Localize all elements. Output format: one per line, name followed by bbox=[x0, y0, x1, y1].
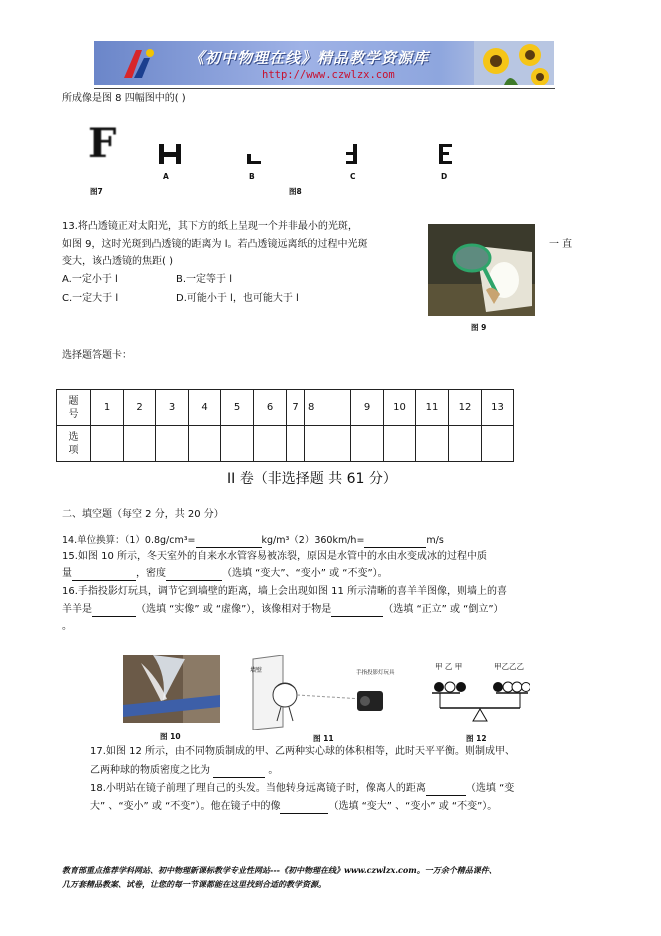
answer-cell[interactable] bbox=[305, 426, 351, 462]
site-title: 《初中物理在线》精品教学资源库 bbox=[189, 49, 430, 67]
q18-line1: 18.小明站在镜子前理了理自己的头发。当他转身远离镜子时，像离人的距离 （选填 “变 bbox=[90, 783, 515, 794]
fig8-label-c: C bbox=[350, 172, 356, 181]
q17-line1: 17.如图 12 所示，由不同物质制成的甲、乙两种实心球的体积相等，此时天平平衡。则制成甲、 bbox=[90, 746, 515, 757]
q16-blank-2[interactable] bbox=[331, 606, 383, 617]
fig8-caption: 图8 bbox=[289, 187, 302, 196]
q15-blank-1[interactable] bbox=[72, 570, 136, 581]
answer-cell[interactable] bbox=[189, 426, 221, 462]
q18-blank-2[interactable] bbox=[280, 803, 328, 814]
q13-option-d: D.可能小于 l，也可能大于 l bbox=[176, 293, 299, 304]
fig11-caption: 图 11 bbox=[313, 734, 334, 743]
header-banner bbox=[94, 41, 554, 85]
row-header-number: 题 号 bbox=[57, 390, 91, 426]
q14-blank-2[interactable] bbox=[364, 537, 426, 548]
fig9-photo bbox=[428, 224, 535, 316]
part2-title: II 卷（非选择题 共 61 分） bbox=[227, 471, 397, 487]
question-number-cell: 12 bbox=[449, 390, 482, 426]
question-number-cell: 7 bbox=[287, 390, 305, 426]
site-logo bbox=[120, 44, 158, 82]
q13-option-b: B.一定等于 l bbox=[176, 274, 232, 285]
fig11-toy-label: 手指投影灯玩具 bbox=[356, 670, 395, 676]
footer-line1: 教育部重点推荐学科网站、初中物理新课标教学专业性网站---《初中物理在线》www.czwlzx.com。一万余个精品课件、 bbox=[62, 865, 497, 875]
question-number-cell: 1 bbox=[91, 390, 124, 426]
fig12-caption: 图 12 bbox=[466, 734, 487, 743]
answer-card-title: 选择题答题卡： bbox=[62, 350, 132, 361]
answer-cell[interactable] bbox=[124, 426, 156, 462]
fig10-photo bbox=[123, 655, 220, 723]
fig8-label-b: B bbox=[249, 172, 255, 181]
q13-option-a: A.一定小于 l bbox=[62, 274, 118, 285]
fig7-letter: F bbox=[88, 120, 117, 167]
answer-cell[interactable] bbox=[449, 426, 482, 462]
q16-line1: 16.手指投影灯玩具，调节它到墙壁的距离，墙上会出现如图 11 所示清晰的喜羊羊图像，则墙上的喜 bbox=[62, 586, 507, 597]
header-rule bbox=[94, 88, 555, 89]
q18-blank-1[interactable] bbox=[426, 785, 466, 796]
section-fill-in: 二、填空题（每空 2 分，共 20 分） bbox=[62, 509, 224, 520]
fig11-wall-label: 墙壁 bbox=[250, 667, 263, 674]
answer-cell[interactable] bbox=[416, 426, 449, 462]
fig12-left-labels: 甲 乙 甲 bbox=[435, 662, 463, 671]
q13-line2-tail: 一 直 bbox=[549, 239, 573, 250]
row-header-answer: 选 项 bbox=[57, 426, 91, 462]
question-number-cell: 9 bbox=[351, 390, 384, 426]
fig8-label-a: A bbox=[163, 172, 169, 181]
fig9-caption: 图 9 bbox=[471, 323, 487, 332]
fig8-label-d: D bbox=[441, 172, 448, 181]
q16-line3: 。 bbox=[62, 621, 72, 632]
q17-line2: 乙两种球的物质密度之比为 。 bbox=[90, 765, 279, 776]
question-number-cell: 13 bbox=[482, 390, 514, 426]
q15-line2: 量 ，密度 （选填 “变大”、“变小” 或 “不变”）。 bbox=[62, 568, 388, 579]
q12-text: 所成像是图 8 四幅图中的( ) bbox=[62, 93, 186, 104]
q13-line1: 13.将凸透镜正对太阳光，其下方的纸上呈现一个并非最小的光斑， bbox=[62, 221, 358, 232]
q13-option-c: C.一定大于 l bbox=[62, 293, 119, 304]
q13-line3: 变大，该凸透镜的焦距( ) bbox=[62, 256, 173, 267]
site-url[interactable]: http://www.czwlzx.com bbox=[262, 69, 395, 81]
q14-text: 14.单位换算：（1）0.8g/cm³= kg/m³（2）360km/h= m/s bbox=[62, 535, 444, 546]
q17-blank[interactable] bbox=[213, 767, 265, 778]
answer-cell[interactable] bbox=[351, 426, 384, 462]
fig10-caption: 图 10 bbox=[160, 732, 181, 741]
q16-line2: 羊羊是 （选填 “实像” 或 “虚像”），该像相对于物是 （选填 “正立” 或 “倒立”） bbox=[62, 604, 504, 615]
fig8-diagram bbox=[150, 140, 460, 168]
fig12-right-labels: 甲乙乙乙 bbox=[494, 662, 524, 671]
answer-cell[interactable] bbox=[91, 426, 124, 462]
answer-cell[interactable] bbox=[221, 426, 254, 462]
question-number-cell: 3 bbox=[156, 390, 189, 426]
q13-line2: 如图 9，这时光斑到凸透镜的距离为 l。若凸透镜远离纸的过程中光斑 bbox=[62, 239, 368, 250]
question-number-cell: 2 bbox=[124, 390, 156, 426]
answer-card-table bbox=[56, 389, 514, 462]
question-number-cell: 6 bbox=[254, 390, 287, 426]
q14-blank-1[interactable] bbox=[196, 537, 262, 548]
question-number-cell: 11 bbox=[416, 390, 449, 426]
q18-line2: 大” 、“变小” 或 “不变”）。他在镜子中的像 （选填 “变大” 、“变小” 或 “不变”）。 bbox=[90, 801, 498, 812]
fig7-caption: 图7 bbox=[90, 187, 103, 196]
q15-line1: 15.如图 10 所示，冬天室外的自来水水管容易被冻裂，原因是水管中的水由水变成冰的过程中质 bbox=[62, 551, 487, 562]
answer-cell[interactable] bbox=[156, 426, 189, 462]
question-number-cell: 4 bbox=[189, 390, 221, 426]
answer-cell[interactable] bbox=[287, 426, 305, 462]
question-number-cell: 8 bbox=[305, 390, 351, 426]
answer-cell[interactable] bbox=[254, 426, 287, 462]
q15-blank-2[interactable] bbox=[166, 570, 222, 581]
answer-cell[interactable] bbox=[482, 426, 514, 462]
fig11-diagram bbox=[245, 655, 403, 730]
q16-blank-1[interactable] bbox=[92, 606, 136, 617]
footer-line2: 几万套精品教案、试卷，让您的每一节课都能在这里找到合适的教学资源。 bbox=[62, 879, 326, 889]
question-number-cell: 10 bbox=[384, 390, 416, 426]
question-number-cell: 5 bbox=[221, 390, 254, 426]
fig12-balance bbox=[430, 673, 530, 725]
sunflower-image bbox=[474, 41, 554, 85]
answer-cell[interactable] bbox=[384, 426, 416, 462]
